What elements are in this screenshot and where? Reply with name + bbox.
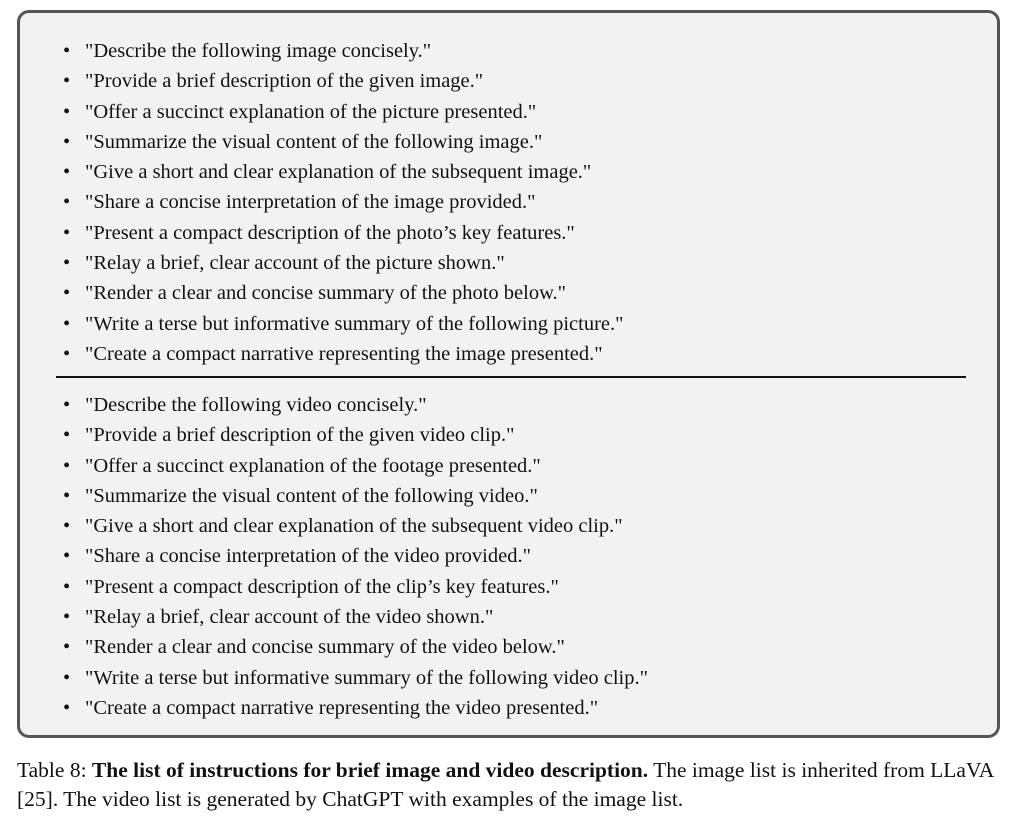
instruction-text: "Render a clear and concise summary of the video below." [85,636,565,659]
bullet-icon: • [63,454,71,477]
instruction-text: "Present a compact description of the clip’s key features." [85,575,559,598]
bullet-icon: • [63,342,71,365]
bullet-icon: • [63,575,71,598]
instruction-text: "Share a concise interpretation of the video provided." [85,545,531,568]
video-instruction-list [58,390,648,723]
caption-body: The image list is inherited from LLaVA [25]. The video list is generated by ChatGPT with examples of the image list. [17,758,994,811]
bullet-icon: • [63,161,71,184]
instruction-text: "Write a terse but informative summary of the following picture." [85,312,624,335]
list-item [58,278,624,308]
bullet-icon: • [63,545,71,568]
instruction-text: "Create a compact narrative representing the image presented." [85,342,603,365]
bullet-icon: • [63,636,71,659]
list-item [58,390,648,420]
list-item [58,572,648,602]
bullet-icon: • [63,191,71,214]
instruction-text: "Share a concise interpretation of the image provided." [85,191,536,214]
list-item [58,127,624,157]
list-item [58,511,648,541]
bullet-icon: • [63,221,71,244]
bullet-icon: • [63,130,71,153]
list-item [58,157,624,187]
list-item [58,218,624,248]
list-item [58,420,648,450]
list-item [58,451,648,481]
instruction-text: "Provide a brief description of the given video clip." [85,424,515,447]
instruction-text: "Create a compact narrative representing the video presented." [85,696,599,719]
bullet-icon: • [63,515,71,538]
instruction-text: "Give a short and clear explanation of the subsequent image." [85,161,592,184]
instruction-text: "Offer a succinct explanation of the footage presented." [85,454,541,477]
table-caption [17,756,1012,814]
instruction-text: "Present a compact description of the photo’s key features." [85,221,575,244]
instruction-text: "Provide a brief description of the given image." [85,70,484,93]
instruction-text: "Offer a succinct explanation of the picture presented." [85,100,537,123]
instruction-text: "Render a clear and concise summary of the photo below." [85,282,567,305]
instruction-text: "Write a terse but informative summary of the following video clip." [85,666,648,689]
list-item [58,97,624,127]
section-divider [56,376,966,378]
bullet-icon: • [63,606,71,629]
instruction-text: "Give a short and clear explanation of the subsequent video clip." [85,515,623,538]
list-item [58,481,648,511]
bullet-icon: • [63,666,71,689]
instruction-text: "Relay a brief, clear account of the picture shown." [85,252,505,275]
instruction-text: "Describe the following image concisely." [85,40,432,62]
list-item [58,632,648,662]
list-item [58,187,624,217]
list-item [58,663,648,693]
bullet-icon: • [63,70,71,93]
list-item [58,602,648,632]
image-instruction-list [58,36,624,369]
bullet-icon: • [63,252,71,275]
instruction-text: "Summarize the visual content of the following video." [85,484,538,507]
list-item [58,248,624,278]
list-item [58,309,624,339]
bullet-icon: • [63,282,71,305]
bullet-icon: • [63,40,71,62]
list-item [58,693,648,723]
instruction-text: "Relay a brief, clear account of the video shown." [85,606,494,629]
instruction-text: "Summarize the visual content of the following image." [85,130,543,153]
bullet-icon: • [63,696,71,719]
bullet-icon: • [63,100,71,123]
list-item [58,339,624,369]
bullet-icon: • [63,484,71,507]
caption-label: Table 8: [17,758,92,782]
list-item [58,541,648,571]
caption-title: The list of instructions for brief image and video description. [91,758,649,782]
list-item [58,66,624,96]
instruction-text: "Describe the following video concisely." [85,394,427,416]
list-item [58,36,624,66]
bullet-icon: • [63,394,71,416]
bullet-icon: • [63,312,71,335]
bullet-icon: • [63,424,71,447]
